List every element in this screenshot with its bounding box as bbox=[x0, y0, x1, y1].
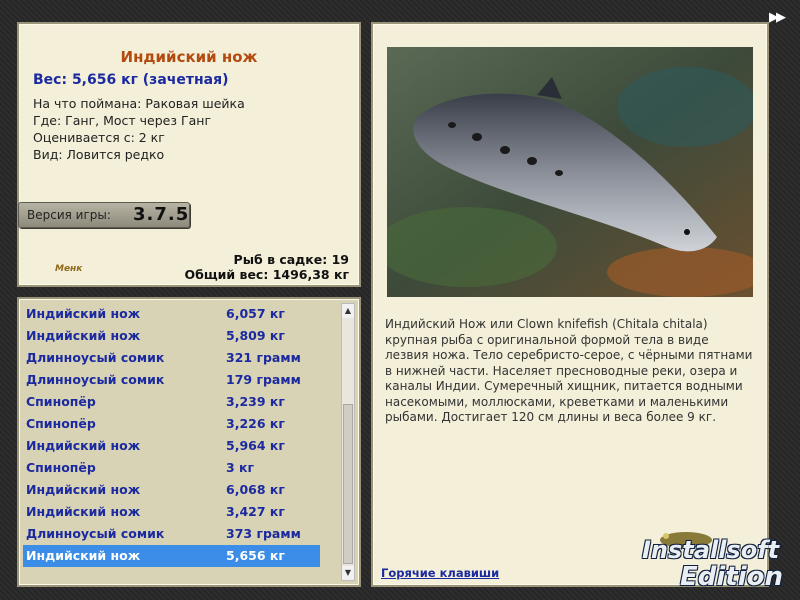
catch-list-row[interactable] bbox=[23, 501, 320, 523]
catch-fish-weight: 5,809 кг bbox=[226, 328, 285, 343]
small-logo: Менк bbox=[55, 264, 83, 274]
fish-title: Индийский нож bbox=[120, 48, 258, 66]
fish-description: Индийский Нож или Clown knifefish (Chitala chitala) крупная рыба с оригинальной формой тела в виде лезвия ножа. Тело серебристо-серое, с чёрными пятнами в нижней части. Населяет пресноводные реки, озера и каналы Индии. Сумеречный хищник, питается водными насекомыми, моллюсками, креветками и маленькими рыбами. Достигает 120 см длины и веса более 9 кг. bbox=[385, 317, 753, 424]
catch-fish-name: Длинноусый сомик bbox=[26, 372, 165, 387]
catch-fish-weight: 3,239 кг bbox=[226, 394, 285, 409]
brand-line2: Edition bbox=[680, 562, 783, 592]
fish-photo bbox=[387, 47, 753, 297]
catch-list-row[interactable] bbox=[23, 545, 320, 567]
catch-fish-name: Индийский нож bbox=[26, 548, 141, 563]
catch-fish-name: Длинноусый сомик bbox=[26, 526, 165, 541]
catch-list-row[interactable] bbox=[23, 391, 320, 413]
catch-list-row[interactable] bbox=[23, 347, 320, 369]
scroll-up-icon[interactable]: ▲ bbox=[342, 304, 354, 318]
fish-detail-panel bbox=[371, 22, 769, 587]
list-scrollbar[interactable] bbox=[341, 303, 355, 581]
hotkeys-link[interactable]: Горячие клавиши bbox=[381, 566, 500, 580]
catch-list-row[interactable] bbox=[23, 479, 320, 501]
catch-fish-weight: 3,226 кг bbox=[226, 416, 285, 431]
catch-fish-weight: 5,964 кг bbox=[226, 438, 285, 453]
catch-fish-weight: 6,057 кг bbox=[226, 306, 285, 321]
total-weight: Общий вес: 1496,38 кг bbox=[184, 267, 349, 282]
catch-fish-name: Индийский нож bbox=[26, 504, 141, 519]
catch-list-row[interactable] bbox=[23, 413, 320, 435]
catch-fish-name: Индийский нож bbox=[26, 438, 141, 453]
brand-line1: Installsoft bbox=[642, 536, 780, 564]
bait-info: На что поймана: Раковая шейка bbox=[33, 96, 245, 111]
catch-fish-weight: 3,427 кг bbox=[226, 504, 285, 519]
scrollbar-thumb[interactable] bbox=[343, 404, 353, 564]
catch-fish-name: Индийский нож bbox=[26, 306, 141, 321]
keepnet-count: Рыб в садке: 19 bbox=[233, 252, 349, 267]
version-badge bbox=[18, 202, 190, 228]
catch-fish-name: Спинопёр bbox=[26, 416, 96, 431]
catch-list-row[interactable] bbox=[23, 369, 320, 391]
catch-fish-weight: 321 грамм bbox=[226, 350, 301, 365]
catch-fish-weight: 5,656 кг bbox=[226, 548, 285, 563]
catch-fish-name: Спинопёр bbox=[26, 394, 96, 409]
fast-forward-icon[interactable]: ▶▶ bbox=[769, 10, 783, 25]
location-info: Где: Ганг, Мост через Ганг bbox=[33, 113, 212, 128]
catch-fish-name: Спинопёр bbox=[26, 460, 96, 475]
catch-list[interactable] bbox=[17, 297, 361, 587]
catch-fish-weight: 373 грамм bbox=[226, 526, 301, 541]
catch-fish-name: Длинноусый сомик bbox=[26, 350, 165, 365]
catch-list-row[interactable] bbox=[23, 457, 320, 479]
fish-info-panel bbox=[17, 22, 361, 287]
catch-fish-weight: 179 грамм bbox=[226, 372, 301, 387]
scroll-down-icon[interactable]: ▼ bbox=[342, 566, 354, 580]
brand-logo bbox=[636, 530, 800, 600]
catch-fish-weight: 6,068 кг bbox=[226, 482, 285, 497]
catch-fish-name: Индийский нож bbox=[26, 328, 141, 343]
valued-info: Оценивается с: 2 кг bbox=[33, 130, 165, 145]
version-number: 3.7.5 bbox=[133, 204, 190, 225]
fish-weight: Вес: 5,656 кг (зачетная) bbox=[33, 72, 229, 88]
version-label: Версия игры: bbox=[27, 208, 111, 222]
rarity-info: Вид: Ловится редко bbox=[33, 147, 165, 162]
catch-fish-weight: 3 кг bbox=[226, 460, 255, 475]
catch-list-row[interactable] bbox=[23, 303, 320, 325]
catch-fish-name: Индийский нож bbox=[26, 482, 141, 497]
catch-list-row[interactable] bbox=[23, 435, 320, 457]
catch-list-row[interactable] bbox=[23, 325, 320, 347]
catch-list-row[interactable] bbox=[23, 523, 320, 545]
